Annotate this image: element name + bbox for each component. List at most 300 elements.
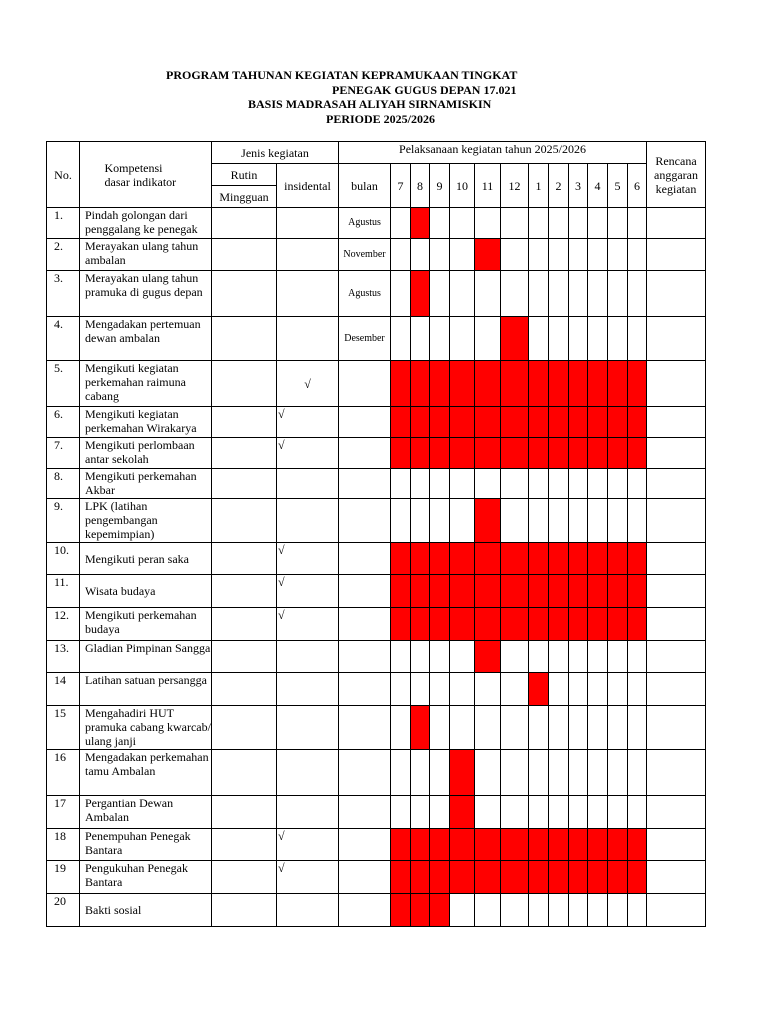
schedule-cell <box>628 499 647 543</box>
schedule-cell <box>475 796 501 829</box>
row-activity: Pergantian Dewan Ambalan <box>80 796 212 829</box>
schedule-cell-active <box>450 575 475 608</box>
header-month: 3 <box>569 164 588 208</box>
schedule-cell-active <box>588 407 608 438</box>
schedule-cell-active <box>391 829 411 861</box>
row-bulan <box>339 673 391 706</box>
header-month: 9 <box>430 164 450 208</box>
schedule-cell <box>569 499 588 543</box>
schedule-cell <box>628 317 647 361</box>
row-insidental-check <box>277 894 339 927</box>
schedule-cell-active <box>588 575 608 608</box>
row-rutin <box>212 750 277 796</box>
row-anggaran <box>647 641 706 673</box>
table-row <box>47 438 706 469</box>
schedule-cell <box>391 499 411 543</box>
row-bulan <box>339 641 391 673</box>
schedule-cell-active <box>529 407 549 438</box>
row-number: 1. <box>47 208 80 239</box>
row-rutin <box>212 407 277 438</box>
schedule-cell-active <box>475 641 501 673</box>
row-bulan <box>339 750 391 796</box>
row-anggaran <box>647 239 706 271</box>
schedule-cell <box>450 239 475 271</box>
row-bulan <box>339 438 391 469</box>
schedule-cell-active <box>475 608 501 641</box>
header-month: 8 <box>411 164 430 208</box>
schedule-cell-active <box>411 543 430 575</box>
schedule-cell <box>549 641 569 673</box>
schedule-cell-active <box>608 407 628 438</box>
row-insidental-check <box>277 208 339 239</box>
program-table <box>46 141 706 927</box>
row-activity: Mengikuti perkemahan budaya <box>80 608 212 641</box>
schedule-cell-active <box>411 706 430 750</box>
schedule-cell-active <box>549 829 569 861</box>
schedule-cell <box>475 208 501 239</box>
row-anggaran <box>647 407 706 438</box>
row-bulan <box>339 861 391 894</box>
row-activity: Wisata budaya <box>80 575 212 608</box>
table-row <box>47 499 706 543</box>
row-anggaran <box>647 361 706 407</box>
schedule-cell <box>569 796 588 829</box>
schedule-cell-active <box>411 208 430 239</box>
row-rutin <box>212 317 277 361</box>
schedule-cell-active <box>430 894 450 927</box>
schedule-cell <box>475 894 501 927</box>
schedule-cell-active <box>628 543 647 575</box>
schedule-cell-active <box>588 861 608 894</box>
header-month: 7 <box>391 164 411 208</box>
row-rutin <box>212 469 277 499</box>
row-activity: Mengikuti perkemahan Akbar <box>80 469 212 499</box>
schedule-cell-active <box>529 673 549 706</box>
row-insidental-check <box>277 673 339 706</box>
schedule-cell <box>549 499 569 543</box>
schedule-cell <box>391 239 411 271</box>
schedule-cell-active <box>411 894 430 927</box>
row-activity: Pengukuhan Penegak Bantara <box>80 861 212 894</box>
row-activity: Merayakan ulang tahun pramuka di gugus depan <box>80 271 212 317</box>
row-rutin <box>212 543 277 575</box>
schedule-cell-active <box>569 608 588 641</box>
row-activity: Latihan satuan persangga <box>80 673 212 706</box>
row-bulan: Agustus <box>339 208 391 239</box>
schedule-cell <box>391 208 411 239</box>
row-rutin <box>212 894 277 927</box>
row-activity: Mengahadiri HUT pramuka cabang kwarcab/ ulang janji <box>80 706 212 750</box>
row-activity: Gladian Pimpinan Sangga <box>80 641 212 673</box>
row-anggaran <box>647 861 706 894</box>
schedule-cell <box>529 469 549 499</box>
schedule-cell <box>608 673 628 706</box>
row-number: 16 <box>47 750 80 796</box>
schedule-cell <box>391 271 411 317</box>
row-anggaran <box>647 469 706 499</box>
schedule-cell-active <box>411 861 430 894</box>
schedule-cell-active <box>391 894 411 927</box>
schedule-cell <box>608 750 628 796</box>
row-insidental-check <box>277 796 339 829</box>
row-activity: Mengadakan perkemahan tamu Ambalan <box>80 750 212 796</box>
row-number: 8. <box>47 469 80 499</box>
title-line-3: BASIS MADRASAH ALIYAH SIRNAMISKIN <box>248 97 492 111</box>
schedule-cell-active <box>391 543 411 575</box>
schedule-cell-active <box>501 608 529 641</box>
schedule-cell <box>588 641 608 673</box>
row-anggaran <box>647 208 706 239</box>
schedule-cell-active <box>450 438 475 469</box>
schedule-cell-active <box>450 608 475 641</box>
schedule-cell <box>569 271 588 317</box>
row-number: 14 <box>47 673 80 706</box>
schedule-cell <box>411 641 430 673</box>
row-bulan: Desember <box>339 317 391 361</box>
table-row <box>47 894 706 927</box>
schedule-cell <box>450 208 475 239</box>
row-anggaran <box>647 271 706 317</box>
header-no: No. <box>47 142 80 208</box>
schedule-cell <box>391 641 411 673</box>
schedule-cell-active <box>430 438 450 469</box>
schedule-cell <box>501 469 529 499</box>
schedule-cell-active <box>608 861 628 894</box>
schedule-cell-active <box>475 361 501 407</box>
schedule-cell <box>501 641 529 673</box>
schedule-cell-active <box>628 829 647 861</box>
schedule-cell <box>588 673 608 706</box>
schedule-cell <box>608 208 628 239</box>
schedule-cell <box>569 469 588 499</box>
schedule-cell-active <box>411 829 430 861</box>
schedule-cell <box>588 894 608 927</box>
row-insidental-check <box>277 317 339 361</box>
row-anggaran <box>647 317 706 361</box>
schedule-cell <box>391 469 411 499</box>
schedule-cell <box>411 317 430 361</box>
schedule-cell-active <box>608 543 628 575</box>
schedule-cell-active <box>475 829 501 861</box>
row-number: 13. <box>47 641 80 673</box>
schedule-cell <box>569 641 588 673</box>
schedule-cell <box>411 239 430 271</box>
schedule-cell <box>549 796 569 829</box>
row-rutin <box>212 499 277 543</box>
schedule-cell-active <box>411 608 430 641</box>
schedule-cell <box>501 239 529 271</box>
schedule-cell <box>569 750 588 796</box>
row-anggaran <box>647 499 706 543</box>
schedule-cell <box>501 750 529 796</box>
schedule-cell-active <box>529 608 549 641</box>
schedule-cell <box>569 894 588 927</box>
schedule-cell-active <box>549 438 569 469</box>
schedule-cell <box>628 706 647 750</box>
schedule-cell <box>450 706 475 750</box>
schedule-cell <box>608 469 628 499</box>
schedule-cell-active <box>608 438 628 469</box>
schedule-cell <box>450 271 475 317</box>
schedule-cell <box>430 706 450 750</box>
row-number: 18 <box>47 829 80 861</box>
schedule-cell <box>391 706 411 750</box>
table-row <box>47 673 706 706</box>
row-insidental-check: √ <box>277 543 339 575</box>
schedule-cell <box>475 750 501 796</box>
schedule-cell-active <box>450 750 475 796</box>
schedule-cell <box>608 894 628 927</box>
schedule-cell-active <box>569 829 588 861</box>
schedule-cell <box>391 796 411 829</box>
row-rutin <box>212 641 277 673</box>
schedule-cell-active <box>588 608 608 641</box>
row-insidental-check <box>277 750 339 796</box>
schedule-cell-active <box>588 361 608 407</box>
header-kompetensi <box>80 142 212 208</box>
row-insidental-check: √ <box>277 861 339 894</box>
schedule-cell-active <box>475 239 501 271</box>
schedule-cell <box>628 673 647 706</box>
schedule-cell-active <box>501 861 529 894</box>
row-activity: Mengikuti kegiatan perkemahan raimuna cabang <box>80 361 212 407</box>
table-row <box>47 317 706 361</box>
row-number: 20 <box>47 894 80 927</box>
row-rutin <box>212 271 277 317</box>
schedule-cell-active <box>450 861 475 894</box>
schedule-cell-active <box>475 543 501 575</box>
schedule-cell-active <box>391 438 411 469</box>
schedule-cell-active <box>549 575 569 608</box>
schedule-cell-active <box>450 829 475 861</box>
table-row <box>47 271 706 317</box>
schedule-cell-active <box>529 575 549 608</box>
header-mingguan: Mingguan <box>212 186 277 208</box>
schedule-cell-active <box>430 543 450 575</box>
schedule-cell-active <box>450 407 475 438</box>
schedule-cell <box>430 750 450 796</box>
table-row <box>47 469 706 499</box>
row-insidental-check <box>277 641 339 673</box>
schedule-cell <box>450 673 475 706</box>
table-row <box>47 208 706 239</box>
schedule-cell-active <box>391 361 411 407</box>
header-month: 12 <box>501 164 529 208</box>
row-number: 6. <box>47 407 80 438</box>
row-rutin <box>212 239 277 271</box>
row-number: 10. <box>47 543 80 575</box>
row-anggaran <box>647 608 706 641</box>
row-number: 9. <box>47 499 80 543</box>
schedule-cell-active <box>608 575 628 608</box>
schedule-cell-active <box>608 608 628 641</box>
schedule-cell-active <box>501 575 529 608</box>
schedule-cell-active <box>608 361 628 407</box>
schedule-cell-active <box>391 861 411 894</box>
row-bulan <box>339 796 391 829</box>
schedule-cell <box>569 673 588 706</box>
schedule-cell-active <box>501 317 529 361</box>
schedule-cell <box>549 706 569 750</box>
schedule-cell <box>588 271 608 317</box>
schedule-cell-active <box>549 543 569 575</box>
schedule-cell <box>588 239 608 271</box>
row-anggaran <box>647 750 706 796</box>
row-anggaran <box>647 829 706 861</box>
schedule-cell <box>430 271 450 317</box>
row-anggaran <box>647 894 706 927</box>
row-bulan <box>339 608 391 641</box>
row-number: 2. <box>47 239 80 271</box>
schedule-cell <box>501 499 529 543</box>
row-insidental-check <box>277 469 339 499</box>
schedule-cell <box>430 208 450 239</box>
schedule-cell-active <box>549 608 569 641</box>
table-row <box>47 750 706 796</box>
schedule-cell-active <box>430 361 450 407</box>
schedule-cell-active <box>475 438 501 469</box>
row-insidental-check <box>277 706 339 750</box>
schedule-cell <box>549 750 569 796</box>
row-bulan <box>339 499 391 543</box>
schedule-cell-active <box>628 438 647 469</box>
row-insidental-check <box>277 239 339 271</box>
schedule-cell <box>549 208 569 239</box>
schedule-cell-active <box>501 543 529 575</box>
header-rutin: Rutin <box>212 164 277 186</box>
schedule-cell <box>411 750 430 796</box>
schedule-cell-active <box>450 543 475 575</box>
schedule-cell <box>501 894 529 927</box>
row-insidental-check: √ <box>277 608 339 641</box>
schedule-cell <box>411 796 430 829</box>
row-number: 11. <box>47 575 80 608</box>
header-month: 4 <box>588 164 608 208</box>
header-insidental: insidental <box>277 164 339 208</box>
schedule-cell-active <box>628 361 647 407</box>
row-anggaran <box>647 438 706 469</box>
schedule-cell <box>628 271 647 317</box>
schedule-cell-active <box>628 861 647 894</box>
schedule-cell-active <box>628 575 647 608</box>
schedule-cell-active <box>628 407 647 438</box>
schedule-cell-active <box>588 543 608 575</box>
row-rutin <box>212 673 277 706</box>
schedule-cell <box>529 271 549 317</box>
table-row <box>47 239 706 271</box>
schedule-cell <box>569 208 588 239</box>
schedule-cell <box>501 271 529 317</box>
title-line-1: PROGRAM TAHUNAN KEGIATAN KEPRAMUKAAN TINGKAT <box>166 68 518 82</box>
schedule-cell <box>529 239 549 271</box>
row-rutin <box>212 829 277 861</box>
row-bulan <box>339 575 391 608</box>
schedule-cell <box>430 499 450 543</box>
table-row <box>47 407 706 438</box>
schedule-cell-active <box>411 271 430 317</box>
schedule-cell-active <box>430 608 450 641</box>
row-number: 3. <box>47 271 80 317</box>
row-activity: Penempuhan Penegak Bantara <box>80 829 212 861</box>
row-rutin <box>212 706 277 750</box>
schedule-cell <box>501 208 529 239</box>
schedule-cell <box>588 469 608 499</box>
schedule-cell-active <box>430 407 450 438</box>
schedule-cell <box>529 641 549 673</box>
schedule-cell <box>608 706 628 750</box>
row-number: 12. <box>47 608 80 641</box>
row-activity: Mengikuti perlombaan antar sekolah <box>80 438 212 469</box>
schedule-cell <box>628 208 647 239</box>
schedule-cell-active <box>588 829 608 861</box>
schedule-cell-active <box>391 575 411 608</box>
schedule-cell-active <box>475 499 501 543</box>
schedule-cell-active <box>475 861 501 894</box>
row-activity: Mengadakan pertemuan dewan ambalan <box>80 317 212 361</box>
table-row <box>47 861 706 894</box>
schedule-cell-active <box>411 438 430 469</box>
schedule-cell <box>628 469 647 499</box>
schedule-cell <box>475 469 501 499</box>
header-month: 5 <box>608 164 628 208</box>
schedule-cell <box>411 673 430 706</box>
schedule-cell-active <box>549 861 569 894</box>
schedule-cell <box>411 469 430 499</box>
schedule-cell <box>450 641 475 673</box>
schedule-cell-active <box>501 361 529 407</box>
schedule-cell-active <box>411 575 430 608</box>
table-row <box>47 641 706 673</box>
row-rutin <box>212 575 277 608</box>
schedule-cell-active <box>529 361 549 407</box>
schedule-cell <box>588 706 608 750</box>
table-row <box>47 706 706 750</box>
table-row <box>47 543 706 575</box>
schedule-cell <box>608 499 628 543</box>
schedule-cell-active <box>391 407 411 438</box>
row-number: 17 <box>47 796 80 829</box>
row-rutin <box>212 861 277 894</box>
row-bulan <box>339 894 391 927</box>
schedule-cell-active <box>501 407 529 438</box>
schedule-cell-active <box>608 829 628 861</box>
schedule-cell-active <box>501 438 529 469</box>
header-pelaksanaan: Pelaksanaan kegiatan tahun 2025/2026 <box>339 142 647 164</box>
table-row <box>47 361 706 407</box>
schedule-cell-active <box>529 543 549 575</box>
header-month: 1 <box>529 164 549 208</box>
schedule-cell <box>529 706 549 750</box>
row-bulan <box>339 469 391 499</box>
schedule-cell <box>501 673 529 706</box>
row-activity: Merayakan ulang tahun ambalan <box>80 239 212 271</box>
title-line-4: PERIODE 2025/2026 <box>326 112 436 126</box>
schedule-cell <box>430 239 450 271</box>
row-rutin <box>212 361 277 407</box>
schedule-cell <box>608 796 628 829</box>
row-activity: Mengikuti peran saka <box>80 543 212 575</box>
schedule-cell-active <box>430 575 450 608</box>
schedule-cell <box>391 317 411 361</box>
schedule-cell <box>549 317 569 361</box>
schedule-cell <box>430 673 450 706</box>
row-insidental-check: √ <box>277 575 339 608</box>
schedule-cell <box>569 317 588 361</box>
schedule-cell <box>430 796 450 829</box>
schedule-cell-active <box>569 438 588 469</box>
schedule-cell <box>628 796 647 829</box>
row-insidental-check: √ <box>277 407 339 438</box>
